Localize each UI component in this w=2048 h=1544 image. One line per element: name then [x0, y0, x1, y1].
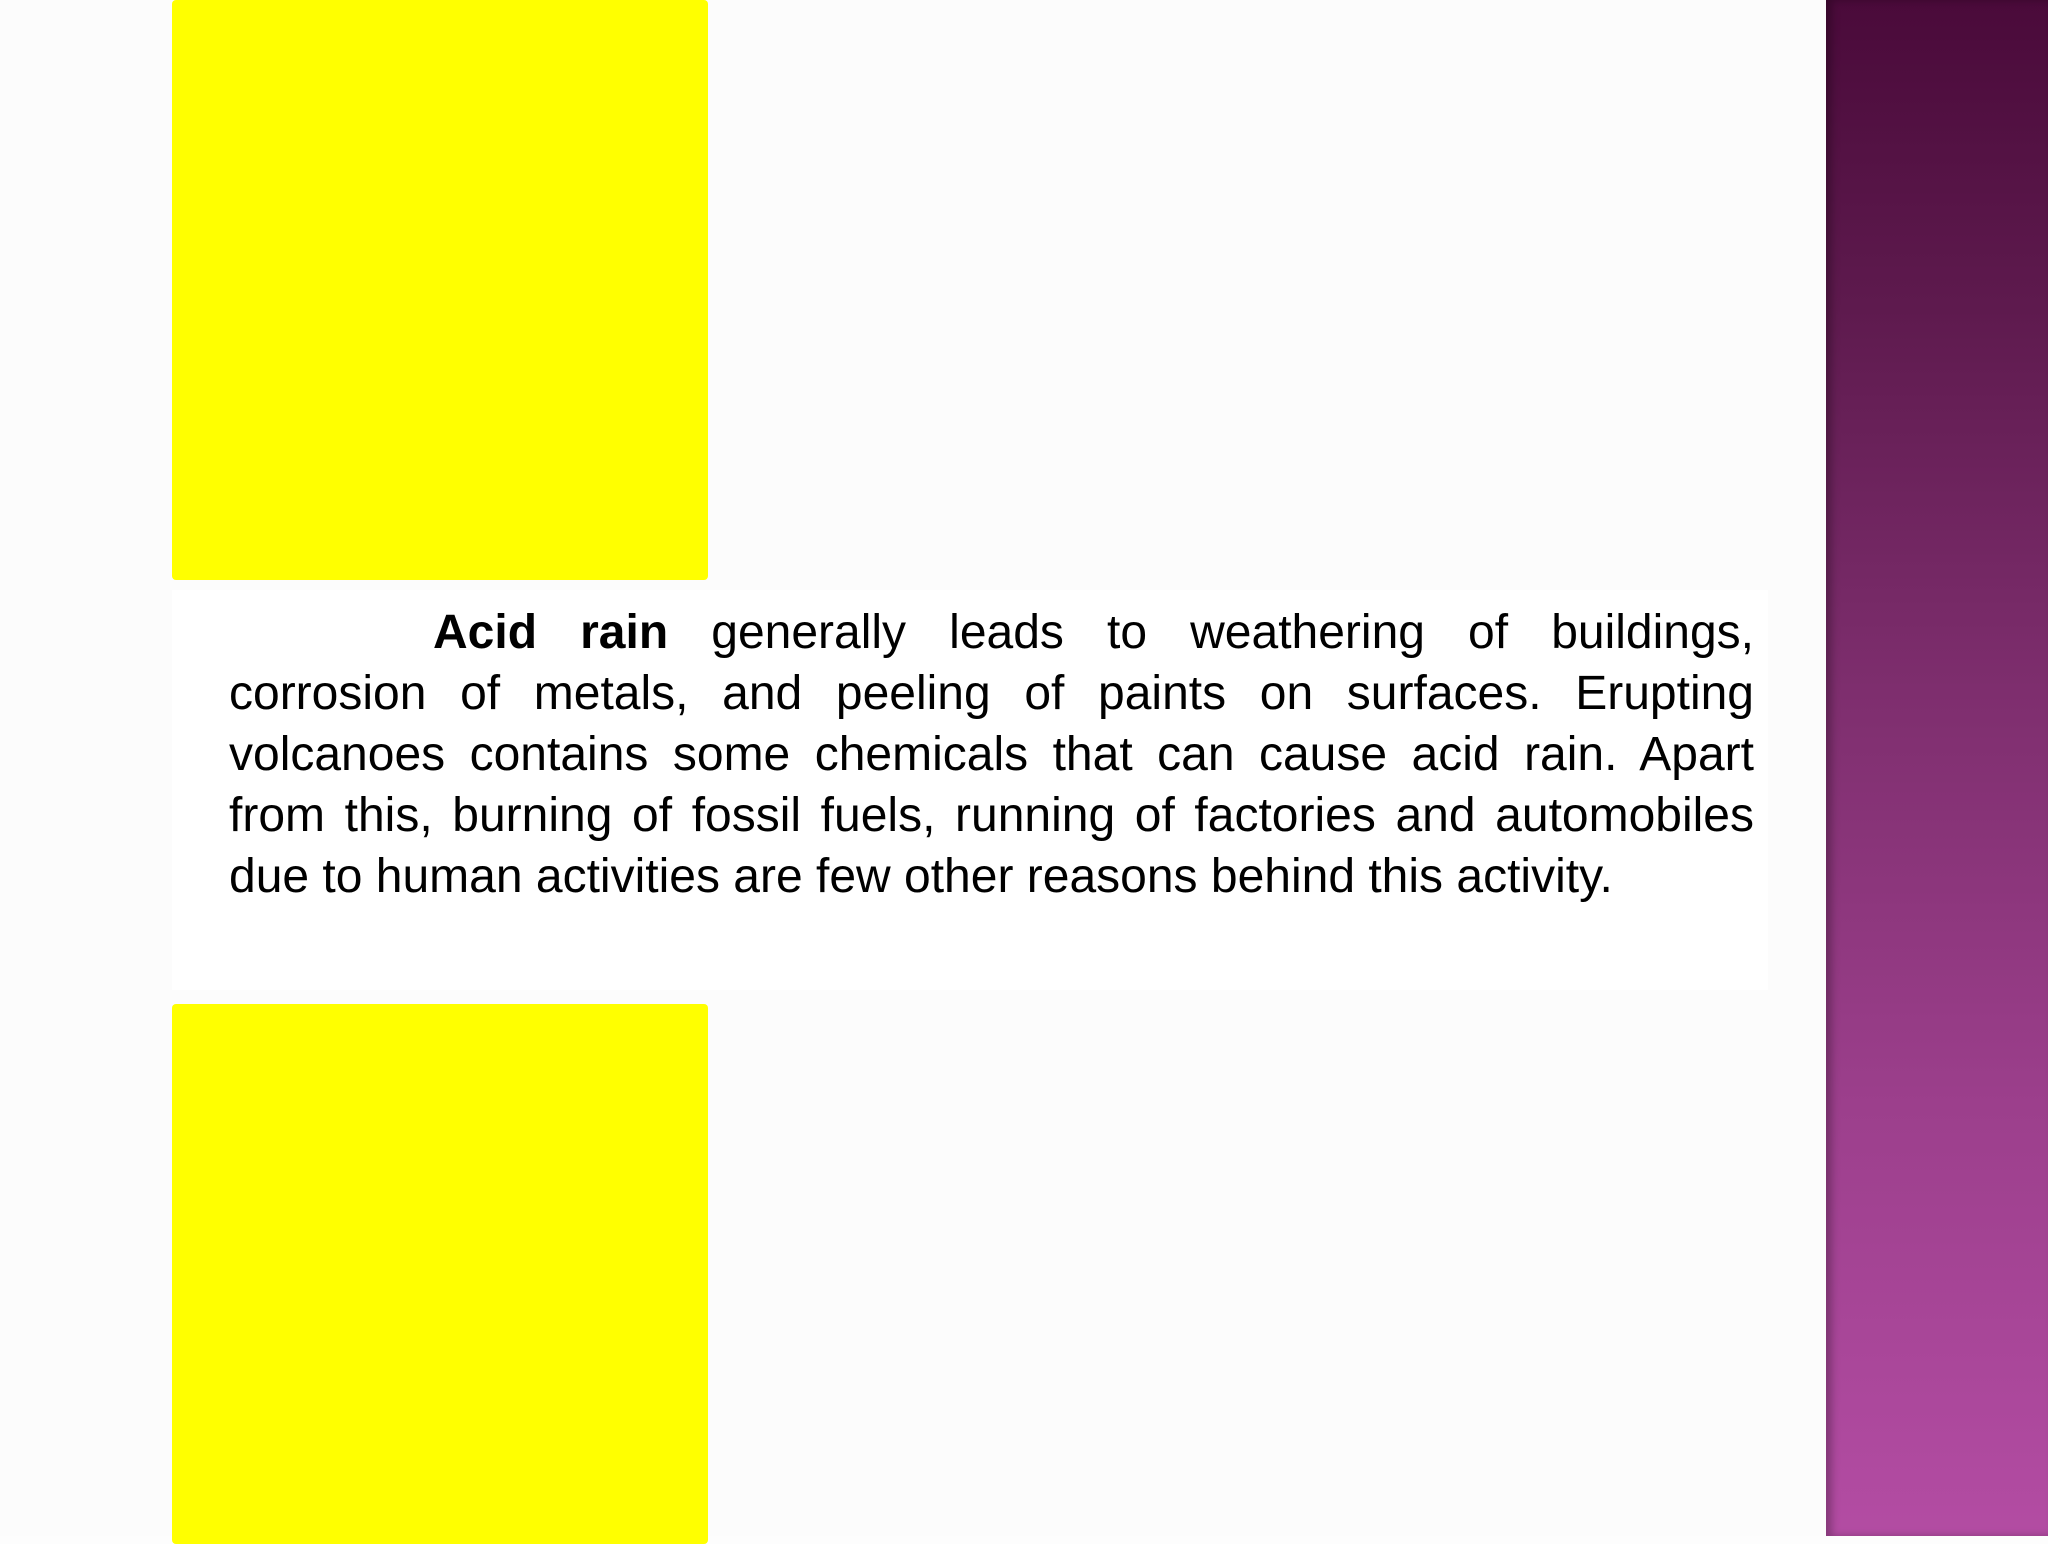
yellow-accent-block-top — [172, 0, 708, 580]
paragraph-body: generally leads to weathering of buildings, corrosion of metals, and peeling of paints on surfaces. Erupting volcanoes contains some chemicals that can cause acid rain. Apart from this, burning of fossil fuels, running of factories and automobiles due to human activities are few other reasons behind this activity. — [229, 606, 1754, 903]
yellow-accent-block-bottom — [172, 1004, 708, 1544]
bold-term: Acid rain — [433, 606, 669, 659]
slide-paragraph — [229, 602, 1754, 907]
purple-side-band — [1826, 0, 2048, 1536]
